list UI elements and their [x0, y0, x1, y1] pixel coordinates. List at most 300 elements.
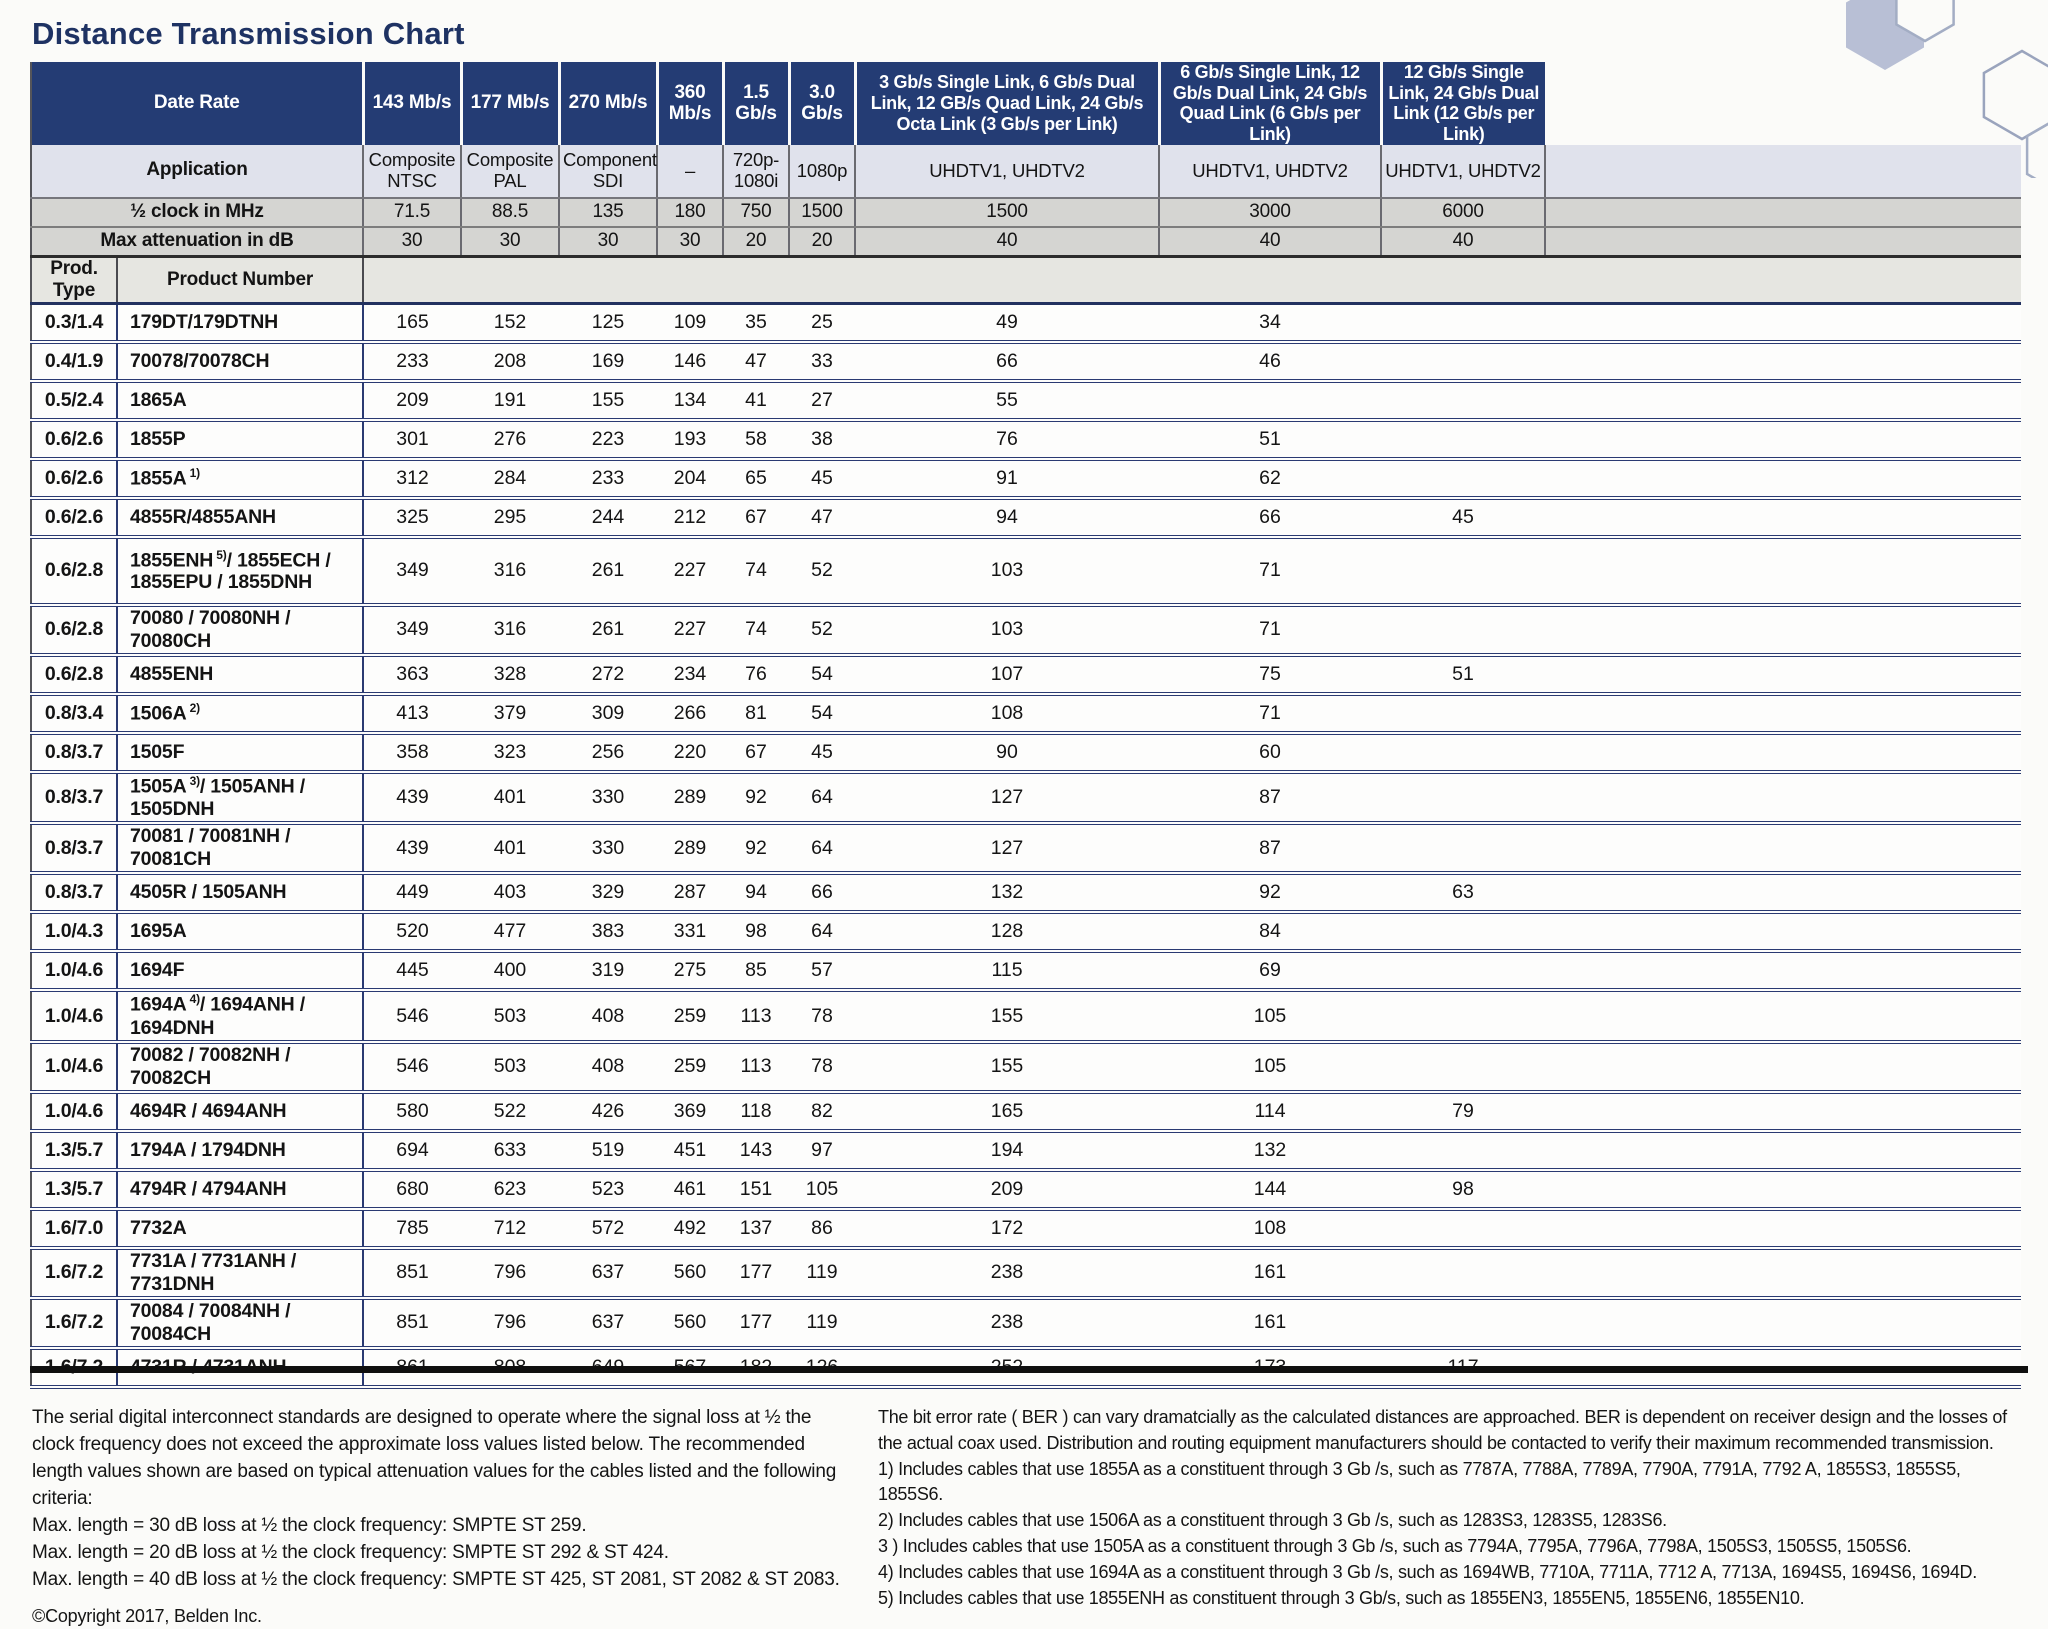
distance-value-cell: 177 — [723, 1298, 789, 1348]
distance-value-cell: 113 — [723, 990, 789, 1042]
distance-value-cell: 233 — [559, 459, 657, 498]
footnote-text: 4) Includes cables that use 1694A as a constituent through 3 Gb /s, such as 1694WB, 7710A, 7711A, 7712 A, 7713A, 1694S5, 1694S6, 1694D. — [878, 1562, 1977, 1583]
distance-value-cell: 796 — [461, 1298, 559, 1348]
distance-value-cell: 637 — [559, 1248, 657, 1298]
distance-value-cell: 35 — [723, 303, 789, 342]
distance-value-cell: 118 — [723, 1092, 789, 1131]
row-filler — [1545, 198, 2021, 227]
distance-value-cell: 796 — [461, 1248, 559, 1298]
distance-value-cell — [1381, 537, 1545, 605]
distance-value-cell: 54 — [789, 694, 855, 733]
distance-value-cell: 54 — [789, 655, 855, 694]
distance-value-cell: 108 — [855, 694, 1159, 733]
distance-value-cell — [1381, 1209, 1545, 1248]
distance-value-cell: 105 — [789, 1170, 855, 1209]
distance-value-cell: 330 — [559, 772, 657, 824]
product-number-cell: 4855R/4855ANH — [117, 498, 363, 537]
distance-value-cell: 623 — [461, 1170, 559, 1209]
distance-value-cell: 92 — [723, 823, 789, 873]
prod-type-cell: 0.8/3.7 — [31, 733, 117, 772]
row-filler — [1545, 1092, 2021, 1131]
table-row — [31, 537, 2021, 605]
product-number-cell: 7731A / 7731ANH / 7731DNH — [117, 1248, 363, 1298]
distance-value-cell: 74 — [723, 537, 789, 605]
distance-value-cell: 45 — [1381, 498, 1545, 537]
rate-column-header: 143 Mb/s — [363, 62, 461, 145]
distance-value-cell: 78 — [789, 990, 855, 1042]
distance-value-cell: 580 — [363, 1092, 461, 1131]
distance-value-cell — [1381, 303, 1545, 342]
prod-type-header: Prod. Type — [31, 256, 117, 303]
footnote-text: Max. length = 40 dB loss at ½ the clock frequency: SMPTE ST 425, ST 2081, ST 2082 & ST 2083. — [32, 1568, 840, 1590]
distance-value-cell: 369 — [657, 1092, 723, 1131]
distance-value-cell — [1381, 1131, 1545, 1170]
distance-value-cell: 851 — [363, 1298, 461, 1348]
distance-value-cell: 60 — [1159, 733, 1381, 772]
distance-value-cell: 477 — [461, 912, 559, 951]
table-row — [31, 1248, 2021, 1298]
distance-value-cell: 134 — [657, 381, 723, 420]
rate-column-header: 3 Gb/s Single Link, 6 Gb/s Dual Link, 12 GB/s Quad Link, 24 Gb/s Octa Link (3 Gb/s per Link) — [855, 62, 1159, 145]
distance-value-cell: 108 — [1159, 1209, 1381, 1248]
distance-value-cell: 209 — [363, 381, 461, 420]
row-filler — [1545, 303, 2021, 342]
table-row — [31, 873, 2021, 912]
distance-value-cell: 127 — [855, 772, 1159, 824]
distance-value-cell: 633 — [461, 1131, 559, 1170]
distance-value-cell: 65 — [723, 459, 789, 498]
distance-value-cell: 349 — [363, 605, 461, 655]
distance-value-cell: 82 — [789, 1092, 855, 1131]
distance-value-cell: 401 — [461, 772, 559, 824]
attenuation-value-cell: 30 — [559, 227, 657, 257]
distance-value-cell: 519 — [559, 1131, 657, 1170]
distance-value-cell: 234 — [657, 655, 723, 694]
distance-value-cell: 87 — [1159, 772, 1381, 824]
distance-value-cell: 712 — [461, 1209, 559, 1248]
distance-value-cell — [1159, 381, 1381, 420]
distance-value-cell: 289 — [657, 772, 723, 824]
distance-value-cell: 244 — [559, 498, 657, 537]
distance-value-cell: 97 — [789, 1131, 855, 1170]
distance-value-cell: 785 — [363, 1209, 461, 1248]
distance-value-cell: 119 — [789, 1298, 855, 1348]
distance-value-cell: 78 — [789, 1042, 855, 1092]
distance-value-cell — [1381, 912, 1545, 951]
row-filler — [1545, 605, 2021, 655]
product-number-cell: 1855ENH $^{5)}$/ 1855ECH / 1855EPU / 1855DNH — [117, 537, 363, 605]
row-filler — [1545, 873, 2021, 912]
distance-value-cell — [1381, 772, 1545, 824]
table-row — [31, 1209, 2021, 1248]
distance-value-cell: 67 — [723, 498, 789, 537]
product-number-cell: 70082 / 70082NH / 70082CH — [117, 1042, 363, 1092]
distance-value-cell: 64 — [789, 823, 855, 873]
header-filler — [1545, 62, 2021, 145]
distance-value-cell — [1381, 342, 1545, 381]
distance-value-cell: 62 — [1159, 459, 1381, 498]
distance-value-cell: 522 — [461, 1092, 559, 1131]
distance-value-cell: 520 — [363, 912, 461, 951]
distance-value-cell: 98 — [1381, 1170, 1545, 1209]
row-filler — [1545, 145, 2021, 198]
distance-value-cell: 220 — [657, 733, 723, 772]
distance-value-cell: 266 — [657, 694, 723, 733]
distance-value-cell: 227 — [657, 605, 723, 655]
distance-value-cell: 47 — [723, 342, 789, 381]
row-filler — [1545, 912, 2021, 951]
distance-value-cell: 319 — [559, 951, 657, 990]
application-cell: Composite PAL — [461, 145, 559, 198]
prod-type-cell: 0.6/2.6 — [31, 498, 117, 537]
distance-value-cell: 680 — [363, 1170, 461, 1209]
prod-type-cell: 1.0/4.6 — [31, 951, 117, 990]
row-filler — [1545, 772, 2021, 824]
distance-value-cell: 328 — [461, 655, 559, 694]
distance-value-cell: 503 — [461, 990, 559, 1042]
distance-value-cell: 560 — [657, 1298, 723, 1348]
distance-value-cell: 115 — [855, 951, 1159, 990]
distance-value-cell: 259 — [657, 990, 723, 1042]
product-number-cell: 4694R / 4694ANH — [117, 1092, 363, 1131]
distance-value-cell: 66 — [789, 873, 855, 912]
distance-value-cell — [1381, 1298, 1545, 1348]
distance-value-cell: 45 — [789, 459, 855, 498]
rate-column-header: 6 Gb/s Single Link, 12 Gb/s Dual Link, 24 Gb/s Quad Link (6 Gb/s per Link) — [1159, 62, 1381, 145]
distance-value-cell: 546 — [363, 990, 461, 1042]
distance-value-cell: 449 — [363, 873, 461, 912]
distance-value-cell: 287 — [657, 873, 723, 912]
distance-value-cell: 169 — [559, 342, 657, 381]
product-number-cell: 1855P — [117, 420, 363, 459]
distance-value-cell: 86 — [789, 1209, 855, 1248]
distance-value-cell: 439 — [363, 823, 461, 873]
application-cell: UHDTV1, UHDTV2 — [855, 145, 1159, 198]
distance-value-cell: 155 — [855, 1042, 1159, 1092]
distance-transmission-table — [30, 62, 2021, 1389]
distance-value-cell: 85 — [723, 951, 789, 990]
distance-value-cell: 316 — [461, 605, 559, 655]
distance-value-cell: 143 — [723, 1131, 789, 1170]
table-row — [31, 1131, 2021, 1170]
distance-value-cell: 47 — [789, 498, 855, 537]
product-number-cell: 1865A — [117, 381, 363, 420]
product-number-cell: 1506A $^{2)}$ — [117, 694, 363, 733]
distance-value-cell: 408 — [559, 990, 657, 1042]
clock-value-cell: 3000 — [1159, 198, 1381, 227]
footnote-text: 3 ) Includes cables that use 1505A as a constituent through 3 Gb /s, such as 7794A, 7795A, 7796A, 7798A, 1505S3, 1505S5, 1505S6. — [878, 1536, 1912, 1557]
copyright-text: ©Copyright 2017, Belden Inc. — [32, 1605, 262, 1626]
distance-value-cell: 177 — [723, 1248, 789, 1298]
row-filler — [1545, 694, 2021, 733]
row-filler — [1545, 1298, 2021, 1348]
distance-value-cell: 276 — [461, 420, 559, 459]
footnote-text: Max. length = 30 dB loss at ½ the clock frequency: SMPTE ST 259. — [32, 1514, 587, 1536]
row-filler — [1545, 459, 2021, 498]
distance-value-cell: 94 — [723, 873, 789, 912]
attenuation-value-cell: 40 — [1159, 227, 1381, 257]
product-number-cell: 179DT/179DTNH — [117, 303, 363, 342]
distance-value-cell: 172 — [855, 1209, 1159, 1248]
table-row — [31, 912, 2021, 951]
prod-type-cell: 1.0/4.6 — [31, 1042, 117, 1092]
distance-value-cell — [1381, 1248, 1545, 1298]
distance-value-cell: 64 — [789, 912, 855, 951]
distance-value-cell: 261 — [559, 537, 657, 605]
distance-value-cell: 572 — [559, 1209, 657, 1248]
distance-value-cell: 76 — [723, 655, 789, 694]
distance-value-cell: 79 — [1381, 1092, 1545, 1131]
footnote-text: 2) Includes cables that use 1506A as a constituent through 3 Gb /s, such as 1283S3, 1283S5, 1283S6. — [878, 1510, 1667, 1531]
distance-value-cell: 132 — [1159, 1131, 1381, 1170]
distance-value-cell: 98 — [723, 912, 789, 951]
distance-value-cell: 45 — [789, 733, 855, 772]
distance-value-cell: 694 — [363, 1131, 461, 1170]
product-number-cell: 1695A — [117, 912, 363, 951]
distance-value-cell — [1381, 381, 1545, 420]
rate-column-header: 360 Mb/s — [657, 62, 723, 145]
distance-value-cell: 114 — [1159, 1092, 1381, 1131]
attenuation-value-cell: 20 — [723, 227, 789, 257]
application-cell: 720p-1080i — [723, 145, 789, 198]
prod-type-cell: 0.8/3.7 — [31, 873, 117, 912]
distance-value-cell: 289 — [657, 823, 723, 873]
application-cell: Component SDI — [559, 145, 657, 198]
distance-value-cell: 208 — [461, 342, 559, 381]
table-row — [31, 694, 2021, 733]
row-filler — [1545, 1131, 2021, 1170]
distance-value-cell: 91 — [855, 459, 1159, 498]
application-label: Application — [31, 145, 363, 198]
attenuation-value-cell: 30 — [657, 227, 723, 257]
distance-value-cell: 27 — [789, 381, 855, 420]
clock-value-cell: 180 — [657, 198, 723, 227]
distance-value-cell: 401 — [461, 823, 559, 873]
product-number-cell: 70084 / 70084NH / 70084CH — [117, 1298, 363, 1348]
distance-value-cell: 107 — [855, 655, 1159, 694]
page-title: Distance Transmission Chart — [32, 16, 465, 51]
product-number-header: Product Number — [117, 256, 363, 303]
footnote-text: The serial digital interconnect standards are designed to operate where the signal loss at ½ the clock frequency does not exceed the approximate loss values listed below. The recommended length values shown are based on typical attenuation values for the cables listed and the following criteria: — [32, 1406, 837, 1509]
distance-value-cell: 81 — [723, 694, 789, 733]
distance-value-cell: 90 — [855, 733, 1159, 772]
footnotes-left — [32, 1405, 850, 1629]
footnote-text: Max. length = 20 dB loss at ½ the clock frequency: SMPTE ST 292 & ST 424. — [32, 1541, 669, 1563]
distance-value-cell: 261 — [559, 605, 657, 655]
bottom-rule — [30, 1366, 2028, 1373]
clock-value-cell: 88.5 — [461, 198, 559, 227]
distance-value-cell: 233 — [363, 342, 461, 381]
distance-value-cell: 316 — [461, 537, 559, 605]
product-number-cell: 1855A $^{1)}$ — [117, 459, 363, 498]
row-filler — [1545, 420, 2021, 459]
attenuation-value-cell: 40 — [1381, 227, 1545, 257]
distance-value-cell: 152 — [461, 303, 559, 342]
rate-column-header: 3.0 Gb/s — [789, 62, 855, 145]
distance-value-cell: 105 — [1159, 990, 1381, 1042]
distance-value-cell: 128 — [855, 912, 1159, 951]
distance-value-cell: 94 — [855, 498, 1159, 537]
distance-value-cell: 358 — [363, 733, 461, 772]
distance-value-cell — [1381, 951, 1545, 990]
distance-value-cell: 451 — [657, 1131, 723, 1170]
prod-type-cell: 1.6/7.2 — [31, 1248, 117, 1298]
distance-value-cell: 851 — [363, 1248, 461, 1298]
product-number-cell: 70081 / 70081NH / 70081CH — [117, 823, 363, 873]
footnote-text: 5) Includes cables that use 1855ENH as constituent through 3 Gb/s, such as 1855EN3, 1855EN5, 1855EN6, 1855EN10. — [878, 1588, 1805, 1609]
clock-value-cell: 71.5 — [363, 198, 461, 227]
distance-value-cell: 503 — [461, 1042, 559, 1092]
prod-type-cell: 0.6/2.6 — [31, 459, 117, 498]
row-filler — [363, 256, 2021, 303]
application-cell: UHDTV1, UHDTV2 — [1159, 145, 1381, 198]
distance-value-cell: 103 — [855, 537, 1159, 605]
distance-value-cell: 74 — [723, 605, 789, 655]
distance-value-cell: 71 — [1159, 694, 1381, 733]
table-row — [31, 655, 2021, 694]
prod-type-cell: 0.6/2.8 — [31, 605, 117, 655]
distance-value-cell: 329 — [559, 873, 657, 912]
distance-value-cell: 204 — [657, 459, 723, 498]
distance-value-cell: 161 — [1159, 1248, 1381, 1298]
distance-value-cell: 144 — [1159, 1170, 1381, 1209]
distance-value-cell: 66 — [855, 342, 1159, 381]
distance-value-cell: 238 — [855, 1248, 1159, 1298]
distance-value-cell: 193 — [657, 420, 723, 459]
attenuation-value-cell: 30 — [461, 227, 559, 257]
row-filler — [1545, 227, 2021, 257]
footnote-text: 1) Includes cables that use 1855A as a constituent through 3 Gb /s, such as 7787A, 7788A, 7789A, 7790A, 7791A, 7792 A, 1855S3, 1855S5, 1855S6. — [878, 1458, 1961, 1505]
rate-column-header: 270 Mb/s — [559, 62, 657, 145]
clock-value-cell: 750 — [723, 198, 789, 227]
distance-value-cell — [1381, 990, 1545, 1042]
product-number-cell: 1694A $^{4)}$/ 1694ANH / 1694DNH — [117, 990, 363, 1042]
row-filler — [1545, 823, 2021, 873]
row-filler — [1545, 951, 2021, 990]
clock-label: ½ clock in MHz — [31, 198, 363, 227]
product-number-cell: 1794A / 1794DNH — [117, 1131, 363, 1170]
distance-value-cell: 301 — [363, 420, 461, 459]
distance-value-cell: 523 — [559, 1170, 657, 1209]
clock-value-cell: 1500 — [855, 198, 1159, 227]
distance-value-cell: 137 — [723, 1209, 789, 1248]
distance-value-cell: 52 — [789, 537, 855, 605]
row-filler — [1545, 1209, 2021, 1248]
distance-value-cell: 38 — [789, 420, 855, 459]
distance-value-cell: 84 — [1159, 912, 1381, 951]
application-cell: – — [657, 145, 723, 198]
table-row — [31, 303, 2021, 342]
distance-value-cell: 330 — [559, 823, 657, 873]
distance-value-cell: 87 — [1159, 823, 1381, 873]
distance-value-cell — [1381, 459, 1545, 498]
table-row — [31, 772, 2021, 824]
distance-value-cell: 637 — [559, 1298, 657, 1348]
prod-type-cell: 1.3/5.7 — [31, 1131, 117, 1170]
distance-value-cell: 146 — [657, 342, 723, 381]
distance-value-cell: 165 — [363, 303, 461, 342]
distance-value-cell: 445 — [363, 951, 461, 990]
prod-type-cell: 1.6/7.2 — [31, 1298, 117, 1348]
attenuation-value-cell: 20 — [789, 227, 855, 257]
distance-value-cell: 49 — [855, 303, 1159, 342]
distance-value-cell — [1381, 823, 1545, 873]
distance-value-cell: 546 — [363, 1042, 461, 1092]
distance-value-cell: 461 — [657, 1170, 723, 1209]
distance-value-cell: 403 — [461, 873, 559, 912]
distance-value-cell: 155 — [559, 381, 657, 420]
distance-value-cell: 75 — [1159, 655, 1381, 694]
distance-value-cell: 439 — [363, 772, 461, 824]
distance-value-cell: 58 — [723, 420, 789, 459]
table-row — [31, 1092, 2021, 1131]
table-row — [31, 733, 2021, 772]
clock-value-cell: 6000 — [1381, 198, 1545, 227]
distance-value-cell: 223 — [559, 420, 657, 459]
distance-value-cell: 256 — [559, 733, 657, 772]
distance-value-cell: 76 — [855, 420, 1159, 459]
distance-value-cell: 51 — [1159, 420, 1381, 459]
distance-value-cell: 560 — [657, 1248, 723, 1298]
prod-type-cell: 0.3/1.4 — [31, 303, 117, 342]
row-filler — [1545, 498, 2021, 537]
distance-value-cell: 161 — [1159, 1298, 1381, 1348]
distance-value-cell: 323 — [461, 733, 559, 772]
distance-value-cell: 52 — [789, 605, 855, 655]
distance-value-cell: 426 — [559, 1092, 657, 1131]
row-filler — [1545, 537, 2021, 605]
footnotes-right — [878, 1405, 2020, 1629]
distance-value-cell — [1381, 733, 1545, 772]
prod-type-cell: 1.0/4.3 — [31, 912, 117, 951]
distance-value-cell: 325 — [363, 498, 461, 537]
row-filler — [1545, 1248, 2021, 1298]
distance-value-cell: 194 — [855, 1131, 1159, 1170]
distance-value-cell: 109 — [657, 303, 723, 342]
row-filler — [1545, 1042, 2021, 1092]
distance-value-cell: 46 — [1159, 342, 1381, 381]
prod-type-cell: 1.0/4.6 — [31, 990, 117, 1042]
distance-value-cell: 132 — [855, 873, 1159, 912]
product-number-cell: 7732A — [117, 1209, 363, 1248]
distance-value-cell: 113 — [723, 1042, 789, 1092]
distance-value-cell: 400 — [461, 951, 559, 990]
table-row — [31, 605, 2021, 655]
footnotes — [32, 1405, 2020, 1629]
distance-value-cell: 92 — [1159, 873, 1381, 912]
prod-type-cell: 0.8/3.7 — [31, 823, 117, 873]
distance-value-cell: 272 — [559, 655, 657, 694]
distance-value-cell: 33 — [789, 342, 855, 381]
distance-value-cell: 92 — [723, 772, 789, 824]
distance-value-cell — [1381, 1042, 1545, 1092]
distance-value-cell: 349 — [363, 537, 461, 605]
distance-value-cell: 119 — [789, 1248, 855, 1298]
distance-value-cell: 125 — [559, 303, 657, 342]
distance-value-cell: 408 — [559, 1042, 657, 1092]
row-filler — [1545, 733, 2021, 772]
distance-value-cell: 67 — [723, 733, 789, 772]
distance-value-cell: 25 — [789, 303, 855, 342]
prod-type-cell: 0.8/3.7 — [31, 772, 117, 824]
row-filler — [1545, 381, 2021, 420]
distance-value-cell: 492 — [657, 1209, 723, 1248]
clock-value-cell: 1500 — [789, 198, 855, 227]
prod-type-cell: 1.3/5.7 — [31, 1170, 117, 1209]
table-row — [31, 1298, 2021, 1348]
footnote-text: The bit error rate ( BER ) can vary dramatcially as the calculated distances are approached. BER is dependent on receiver design and the losses of the actual coax used. Distribution and routing equipment manufacturers should be contacted to verify their maximum recommended transmission. — [878, 1406, 2007, 1453]
product-number-cell: 1505F — [117, 733, 363, 772]
